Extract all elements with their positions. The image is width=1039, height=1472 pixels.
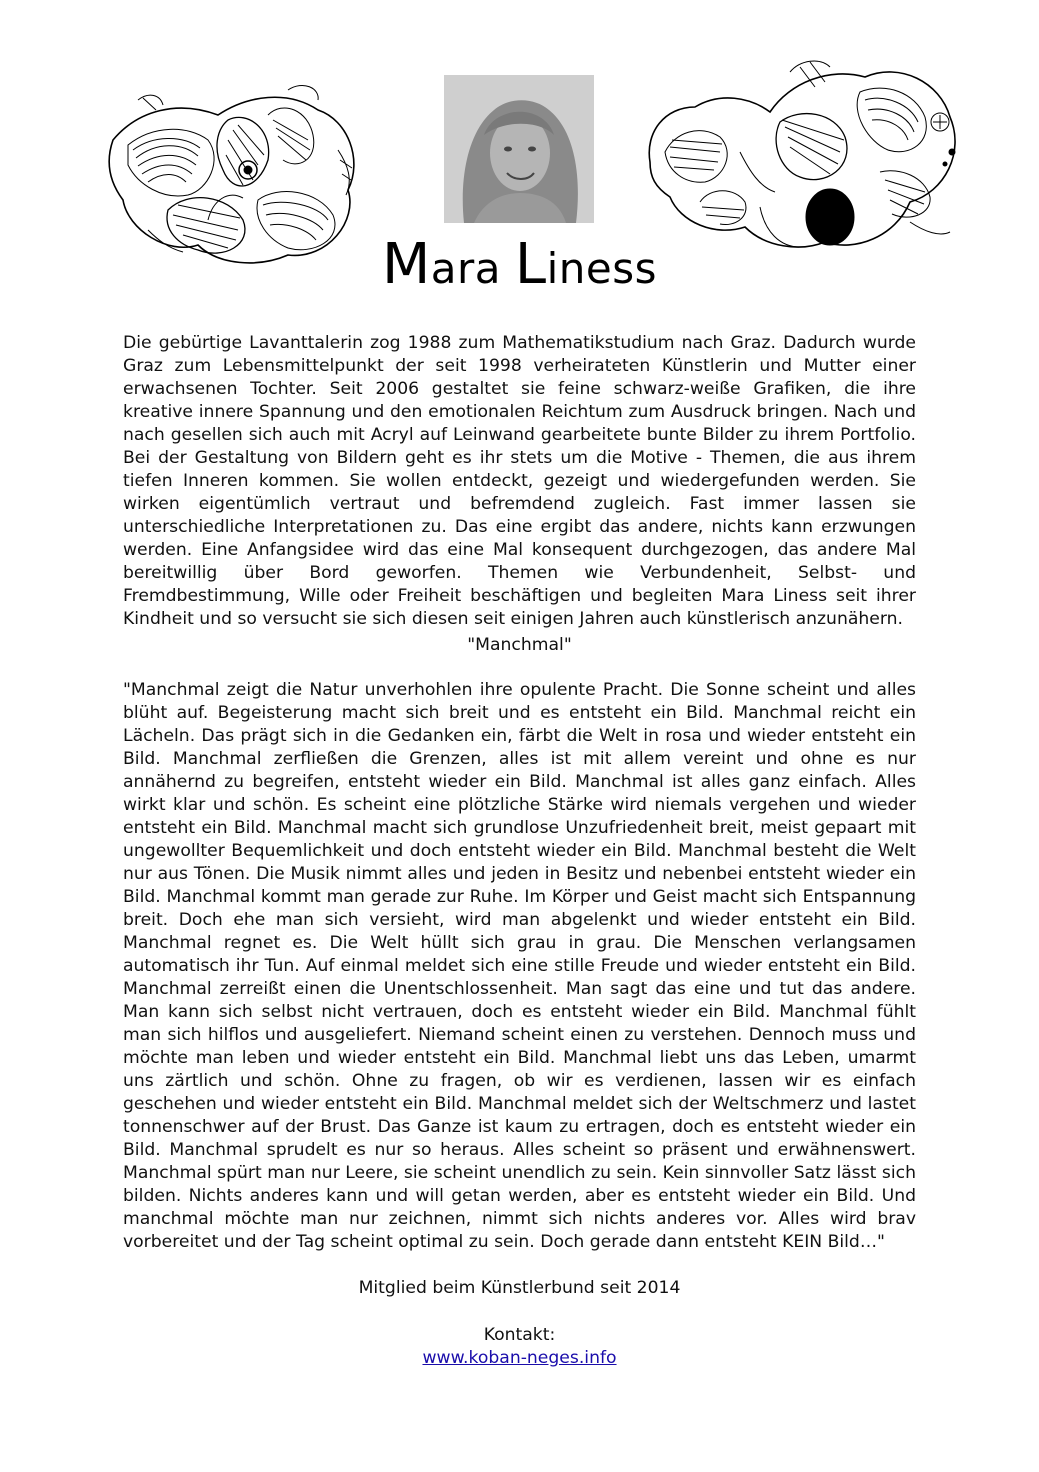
name-last-rest: iness <box>546 244 658 293</box>
contact-link-line <box>0 1347 1039 1370</box>
artist-name <box>0 232 1039 297</box>
website-link[interactable]: www.koban-neges.info <box>422 1348 617 1368</box>
name-last-initial: L <box>514 232 547 297</box>
poem-title: "Manchmal" <box>467 635 572 655</box>
ink-drawing-right <box>640 52 965 257</box>
name-first-rest: ara <box>430 244 502 293</box>
biography-paragraph: Die gebürtige Lavanttalerin zog 1988 zum Mathematikstudium nach Graz. Dadurch wurde Graz zum Lebensmittelpunkt der seit 1998 verheirateten Künstlerin und Mutter einer erwachsenen Tochter. Seit 2006 gestaltet sie feine schwarz-weiße Grafiken, die ihre kreative innere Spannung und den emotionalen Reichtum zum Ausdruck bringen. Nach und nach gesellen sich auch mit Acryl auf Leinwand gearbeitete bunte Bilder zu ihrem Portfolio. Bei der Gestaltung von Bildern geht es ihr stets um die Motive - Themen, die aus ihrem tiefen Inneren kommen. Sie wollen entdeckt, gezeigt und wiedergefunden werden. Sie wirken eigentümlich vertraut und befremdend zugleich. Fast immer lassen sie unterschiedliche Interpretationen zu. Das eine ergibt das andere, nichts kann erzwungen werden. Eine Anfangsidee wird das eine Mal konsequent durchgezogen, das andere Mal bereitwillig über Bord geworfen. Themen wie Verbundenheit, Selbst- und Fremdbestimmung, Wille oder Freiheit beschäftigen und begleiten Mara Liness seit ihrer Kindheit und so versucht sie sich diesen seit einigen Jahren auch künstlerisch anzunähern. <box>123 333 916 629</box>
name-first-initial: M <box>381 232 431 297</box>
artist-portrait <box>444 75 594 223</box>
poem-paragraph: "Manchmal zeigt die Natur unverhohlen ihre opulente Pracht. Die Sonne scheint und alles blüht auf. Begeisterung macht sich breit und es entsteht ein Bild. Manchmal reicht ein Lächeln. Das prägt sich in die Gedanken ein, färbt die Welt in rosa und wieder entsteht ein Bild. Manchmal zerfließen die Grenzen, alles ist mit allem vereint und ohne es nur annähernd zu begreifen, entsteht wieder ein Bild. Manchmal ist alles ganz einfach. Alles wirkt klar und schön. Es scheint eine plötzliche Stärke wird niemals vergehen und wieder entsteht ein Bild. Manchmal macht sich grundlose Unzufriedenheit breit, meist gepaart mit ungewollter Bequemlichkeit und doch entsteht wieder ein Bild. Manchmal besteht die Welt nur aus Tönen. Die Musik nimmt alles und jeden in Besitz und nebenbei entsteht wieder ein Bild. Manchmal kommt man gerade zur Ruhe. Im Körper und Geist macht sich Entspannung breit. Doch ehe man sich versieht, wird man abgelenkt und wieder entsteht ein Bild. Manchmal regnet es. Die Welt hüllt sich grau in grau. Die Menschen verlangsamen automatisch ihr Tun. Auf einmal meldet sich eine stille Freude und wieder entsteht ein Bild. Manchmal zerreißt einen die Unentschlossenheit. Man sagt das eine und tut das andere. Man kann sich selbst nicht vertrauen, doch es entsteht wieder ein Bild. Manchmal fühlt man sich hilflos und ausgeliefert. Niemand scheint einen zu verstehen. Dennoch muss und möchte man leben und wieder entsteht ein Bild. Manchmal liebt uns das Leben, umarmt uns zärtlich und schön. Ohne zu fragen, ob wir es verdienen, lassen wir es einfach geschehen und wieder entsteht ein Bild. Manchmal meldet sich der Weltschmerz und lastet tonnenschwer auf der Brust. Das Ganze ist kaum zu ertragen, doch es entsteht wieder ein Bild. Manchmal sprudelt es nur so heraus. Alles scheint so präsent und erwähnenswert. Manchmal spürt man nur Leere, sie scheint unendlich zu sein. Kein sinnvoller Satz lässt sich bilden. Nichts anderes kann und will getan werden, aber es entsteht wieder ein Bild. Und manchmal möchte man nur zeichnen, nimmt sich nichts anderes vor. Alles wird brav vorbereitet und der Tag scheint optimal zu sein. Doch gerade dann entsteht KEIN Bild…" <box>123 680 916 1252</box>
membership-note: Mitglied beim Künstlerbund seit 2014 <box>358 1278 681 1298</box>
contact-label: Kontakt: <box>483 1325 556 1345</box>
